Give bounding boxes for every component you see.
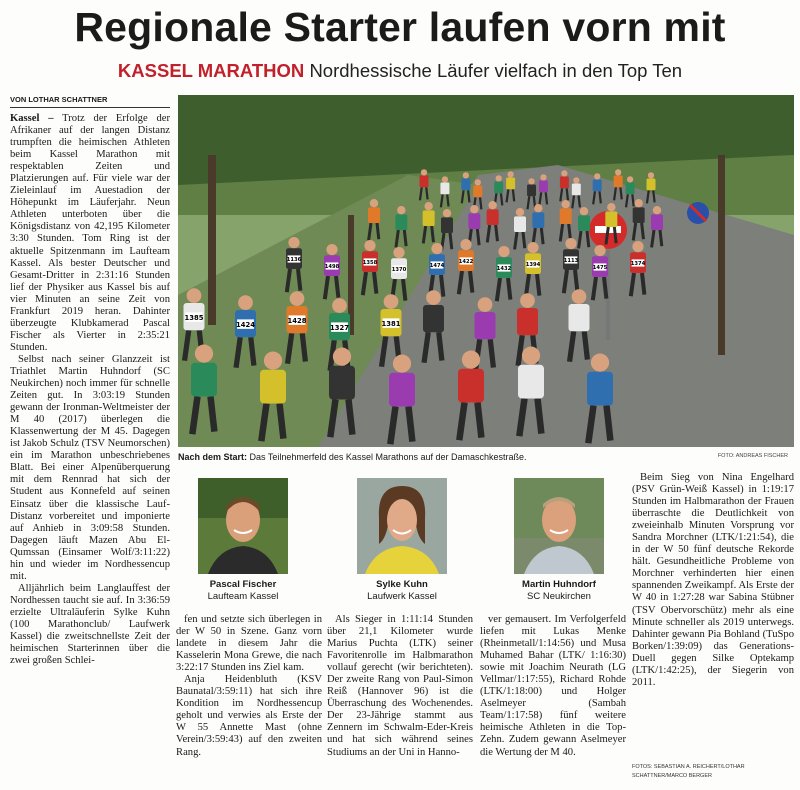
- bib-number: 1424: [236, 320, 255, 329]
- bib-number: 1498: [324, 264, 340, 270]
- article-paragraph: ver gemausert. Im Verfolgerfeld liefen mit Lukas Menke (Rheinmetall/1:14:56) und Musa Muhamed Bahar (LTK/ 1:16:30) sowie mit Joachim Neurath (LG Vellmar/1:17:55), Richard Rohde (LTK/1:18:00) und Holger Aselmeyer (Sambah Team/1:17:58) fünf weitere heimische Athleten in die Top-Zehn. Zudem gewann Aselmeyer die Wertung der M 40.: [480, 614, 626, 758]
- bib-number: 1475: [592, 265, 608, 271]
- person-club: Laufwerk Kassel: [367, 591, 437, 602]
- subheadline: Nordhessische Läufer vielfach in den Top Ten: [309, 60, 683, 81]
- portrait-pascal-fischer: [198, 478, 288, 574]
- photo-caption: [178, 452, 794, 462]
- caption-text: Das Teilnehmerfeld des Kassel Marathons auf der Damaschkestraße.: [249, 452, 527, 462]
- bib-number: 1113: [563, 258, 579, 264]
- kicker: KASSEL MARATHON: [117, 60, 305, 81]
- bib-number: 1358: [362, 260, 378, 266]
- portrait-label-1: [183, 579, 303, 603]
- person-name: Sylke Kuhn: [376, 579, 428, 590]
- bib-number: 1385: [184, 313, 204, 322]
- photo-credits-portraits: FOTOS: SEBASTIAN A. REICHERT/LOTHAR SCHATTNER/MARCO BERGER: [632, 764, 745, 779]
- bib-number: 1422: [458, 259, 474, 265]
- portrait-label-2: [342, 579, 462, 603]
- byline: VON LOTHAR SCHATTNER: [10, 95, 170, 108]
- person-club: Laufteam Kassel: [207, 591, 279, 602]
- article-column-5: [632, 472, 794, 762]
- bib-number: 1370: [391, 267, 407, 273]
- article-column-4: [480, 614, 626, 759]
- article-column-1: [10, 113, 170, 785]
- bib-number: 1327: [330, 323, 349, 332]
- article-paragraph: Anja Heidenbluth (KSV Baunatal/3:59:11) hat sich ihre Kondition im Nordhessencup geholt und verwies als Erste der W 55 Annette Mast (ohne Verein/3:59:43) auf den zweiten Rang.: [176, 674, 322, 758]
- article-paragraph: Alljährlich beim Langlauffest der Nordhessen taucht sie auf. In 3:36:59 erzielte Ultraläuferin Sylke Kuhn (100 Marathonclub/ Laufwerk Kassel) die zweitschnellste Zeit der heimischen Starterinnen über die zwei großen Schlei-: [10, 582, 170, 667]
- article-column-3: [327, 614, 473, 759]
- bib-number: 1474: [429, 263, 445, 269]
- article-paragraph: Kassel – Trotz der Erfolge der Afrikaner auf der langen Distanz trumpften die heimischen Athleten beim Kassel Marathon mit respektablen Zeiten und Platzierungen auf. Für viele war der Zieleinlauf im Auestadion der Höhepunkt im Läuferjahr. Neun Athleten unterboten über die Königsdistanz von 42,195 Kilometer 3:30 Stunden. Tom Ring ist der aktuelle Spitzenmann im Laufteam Kassel. Als bester Deutscher und Gesamt-Dritter in 2:31:16 Stunden lief der Physiker aus Kassel bis auf vier Minuten an seine Zeit von Frankfurt 2019 heran. Dahinter überzeugte Klubkamerad Pascal Fischer als Vierter in 2:35:21 Stunden.: [10, 113, 170, 353]
- person-name: Martin Huhndorf: [522, 579, 596, 590]
- bib-number: 1374: [630, 261, 646, 267]
- bib-number: 1136: [286, 257, 302, 263]
- bib-number: 1432: [496, 266, 512, 272]
- headline: Regionale Starter laufen vorn mit: [74, 4, 726, 50]
- bib-number: 1394: [525, 262, 541, 268]
- article-paragraph: Beim Sieg von Nina Engelhard (PSV Grün-Weiß Kassel) in 1:19:17 Stunden im Halbmarathon der Frauen überraschte die Deutlichkeit von zweieinhalb Minuten Vorsprung vor Sandra Morchner (LTK/1:21:54), die in der W 50 fünf deutsche Rekorde hält. Gesundheitliche Probleme von Morchner verhinderten hier einen spannenden Zweikampf. Als Erste der W 40 in 1:27:28 war Sabina Stübner (TSV Obervorschütz) mehr als eine Minute schneller als 2019 unterwegs. Dahinter gewann Pia Bohland (TuSpo Borken/1:39:09) das Generations-Duell gegen Silke Optekamp (LTK/1:42:25), der Siegerin von 2011.: [632, 472, 794, 688]
- article-column-2: [176, 614, 322, 759]
- subline: [0, 60, 800, 82]
- article-paragraph: Selbst nach seiner Glanzzeit ist Triathlet Martin Huhndorf (SC Neukirchen) noch immer für schnelle Zeiten gut. In 3:03:19 Stunden gewann der Ironman-Weltmeister der M 40 (2017) überlegen die Klassenwertung der M 45. Dagegen ist Jakob Schulz (TSV Neumorschen) ein im Marathon unbeschriebenes Blatt. Bei einer Alpenüberquerung mit dem Rennrad hat sich der Student aus Konnefeld auf seinen Einsatz über die klassische Lauf-Distanz vorbereitet und imponierte auf Anhieb in 3:09:58 Stunden. Dagegen läuft Mazen Abu El-Qumssan (Einsamer Wolf/3:11:22) hin und wieder im Nordhessencup mit.: [10, 353, 170, 582]
- portrait-sylke-kuhn: [357, 478, 447, 574]
- photo-credit: FOTO: ANDREAS FISCHER: [717, 453, 788, 459]
- runners-illustration: [178, 95, 794, 447]
- marathon-photo: [178, 95, 794, 447]
- article-paragraph: Als Sieger in 1:11:14 Stunden über 21,1 Kilometer wurde Marius Puchta (LTK) seiner Favoritenrolle im Halbmarathon vollauf gerecht (wir berichteten). Der zweite Rang von Paul-Simon Reiß (Hannover 96) ist die Überraschung des Wochenendes. Der 23-Jährige stammt aus Zennern im Schwalm-Eder-Kreis und hat sich während seines Studiums an der Uni in Hanno-: [327, 614, 473, 758]
- article-paragraph: fen und setzte sich überlegen in der W 50 in Szene. Ganz vorn landete in diesem Jahr die Kasselerin Mona Grewe, die nach 3:22:17 Stunden ins Ziel kam.: [176, 614, 322, 674]
- portrait-label-3: [499, 579, 619, 603]
- portrait-martin-huhndorf: [514, 478, 604, 574]
- person-name: Pascal Fischer: [209, 579, 277, 590]
- bib-number: 1428: [287, 316, 307, 325]
- dateline: Kassel –: [10, 113, 54, 124]
- bib-number: 1381: [381, 319, 401, 328]
- person-club: SC Neukirchen: [527, 591, 591, 602]
- caption-lead: Nach dem Start:: [178, 452, 248, 462]
